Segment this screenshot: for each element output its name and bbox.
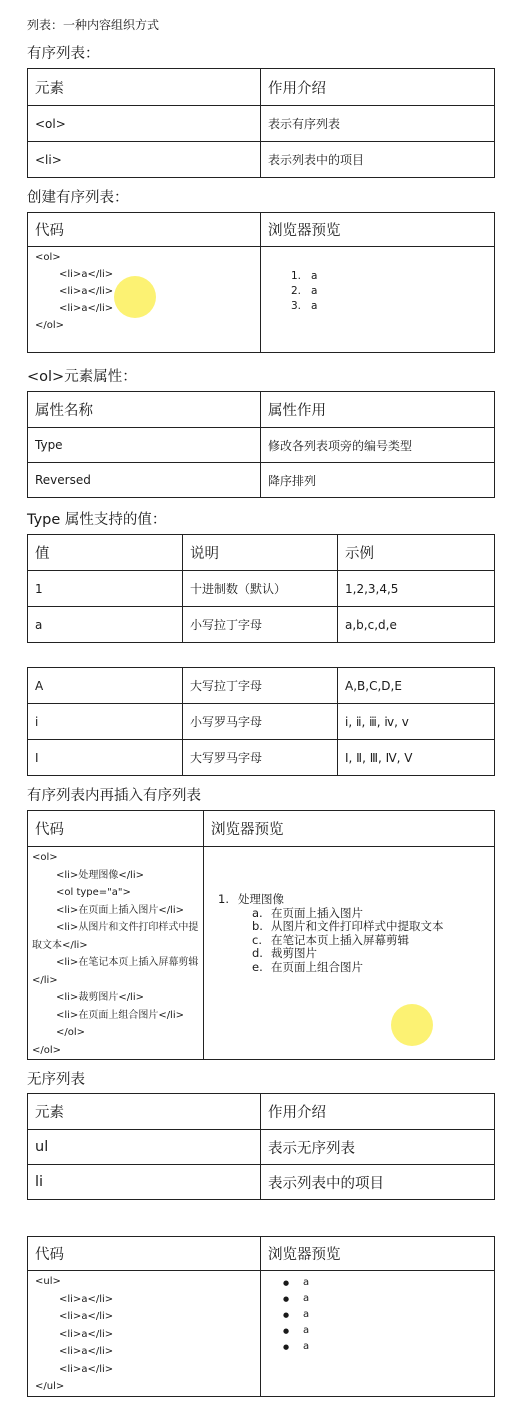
table-ul-elements <box>27 1093 495 1200</box>
code-line: <li>a</li> <box>59 1346 114 1357</box>
table-row <box>28 1271 495 1397</box>
list-item: ● a <box>283 1291 487 1307</box>
list-item: 1. 处理图像 <box>218 892 284 906</box>
table-cell: Ⅰ, Ⅱ, Ⅲ, Ⅳ, Ⅴ <box>338 740 495 776</box>
header-cell: 属性名称 <box>28 392 261 428</box>
table-cell: 1 <box>28 571 183 607</box>
table-row <box>28 247 495 353</box>
list-item: 2. a <box>291 285 318 297</box>
table-header-row <box>28 213 495 247</box>
table-header-row <box>28 1094 495 1130</box>
cursor-highlight-dot <box>114 276 156 318</box>
code-line: <ol type="a"> <box>56 887 131 898</box>
table-ol-elements <box>27 68 495 178</box>
table-row <box>28 106 495 142</box>
sub-list <box>218 907 487 975</box>
table-cell: 降序排列 <box>261 463 495 498</box>
header-cell: 元素 <box>28 69 261 106</box>
table-create-ordered <box>27 212 495 353</box>
code-line: <li>从图片和文件打印样式中提取文本</li> <box>32 922 199 951</box>
table-row <box>28 428 495 463</box>
list-item: a. 在页面上插入图片 <box>252 905 363 920</box>
table-header-row <box>28 392 495 428</box>
list-item: ● a <box>283 1339 487 1355</box>
header-cell: 示例 <box>338 535 495 571</box>
preview-cell <box>204 847 495 1060</box>
code-line: <li>a</li> <box>59 1293 114 1305</box>
heading-unordered: 无序列表 <box>27 1072 85 1088</box>
header-cell: 代码 <box>28 1237 261 1271</box>
table-cell: 十进制数（默认） <box>183 571 338 607</box>
table-cell: <ol> <box>28 106 261 142</box>
table-cell: I <box>28 740 183 776</box>
header-cell: 说明 <box>183 535 338 571</box>
code-line: </ul> <box>35 1381 65 1392</box>
table-cell: 表示列表中的项目 <box>261 142 495 178</box>
table-cell: <li> <box>28 142 261 178</box>
table-cell: a,b,c,d,e <box>338 607 495 643</box>
code-line: </ol> <box>32 1044 62 1056</box>
table-row <box>28 1130 495 1165</box>
table-header-row <box>28 811 495 847</box>
table-cell: ul <box>28 1130 261 1165</box>
table-cell: 1,2,3,4,5 <box>338 571 495 607</box>
table-header-row <box>28 535 495 571</box>
table-cell: a <box>28 607 183 643</box>
table-row <box>28 704 495 740</box>
header-cell: 代码 <box>28 213 261 247</box>
code-line: <li>a</li> <box>59 1311 114 1322</box>
preview-cell <box>261 247 495 353</box>
table-cell: 表示无序列表 <box>261 1130 495 1165</box>
cursor-highlight-dot <box>391 1004 433 1046</box>
table-cell: 小写拉丁字母 <box>183 607 338 643</box>
code-cell <box>28 847 204 1060</box>
code-line: <li>a</li> <box>59 1328 114 1340</box>
table-row <box>28 571 495 607</box>
code-line: </ol> <box>35 320 65 331</box>
code-line: <li>a</li> <box>59 303 114 314</box>
list-item: c. 在笔记本页上插入屏幕剪辑 <box>252 932 409 947</box>
table-ol-attrs <box>27 391 495 498</box>
list-item: e. 在页面上组合图片 <box>252 959 363 974</box>
header-cell: 浏览器预览 <box>261 213 495 247</box>
header-cell: 浏览器预览 <box>261 1237 495 1271</box>
bullet-icon: ● <box>283 1295 290 1303</box>
bullet-icon: ● <box>283 1311 290 1319</box>
table-header-row <box>28 1237 495 1271</box>
list-item: b. 从图片和文件打印样式中提取文本 <box>252 919 444 933</box>
table-cell: li <box>28 1165 261 1200</box>
list-item: ● a <box>283 1323 487 1339</box>
header-cell: 浏览器预览 <box>204 811 495 847</box>
code-line: <li>在笔记本页上插入屏幕剪辑</li> <box>32 957 199 986</box>
table-row <box>28 607 495 643</box>
header-cell: 作用介绍 <box>261 1094 495 1130</box>
table-header-row <box>28 69 495 106</box>
header-cell: 作用介绍 <box>261 69 495 106</box>
code-line: <li>a</li> <box>59 286 114 297</box>
table-cell: A,B,C,D,E <box>338 668 495 704</box>
code-line: <li>在页面上插入图片</li> <box>56 904 184 916</box>
list-item: d. 裁剪图片 <box>252 946 317 960</box>
code-line: </ol> <box>56 1027 86 1038</box>
code-line: <ol> <box>35 252 61 263</box>
header-cell: 元素 <box>28 1094 261 1130</box>
list-item: ● a <box>283 1307 487 1323</box>
list-item: ● a <box>283 1275 487 1291</box>
list-item: 1. a <box>291 270 318 282</box>
code-line: <li>a</li> <box>59 1363 114 1375</box>
heading-nested: 有序列表内再插入有序列表 <box>27 788 201 804</box>
bullet-icon: ● <box>283 1327 290 1335</box>
table-cell: 大写罗马字母 <box>183 740 338 776</box>
table-cell: 小写罗马字母 <box>183 704 338 740</box>
table-cell: ⅰ, ⅱ, ⅲ, ⅳ, ⅴ <box>338 704 495 740</box>
heading-ordered-list: 有序列表： <box>27 46 100 62</box>
preview-cell <box>261 1271 495 1397</box>
table-cell: i <box>28 704 183 740</box>
header-cell: 值 <box>28 535 183 571</box>
table-unordered-code <box>27 1236 495 1397</box>
table-row <box>28 668 495 704</box>
code-line: <li>裁剪图片</li> <box>56 992 144 1003</box>
table-cell: 表示列表中的项目 <box>261 1165 495 1200</box>
table-row <box>28 463 495 498</box>
code-cell <box>28 1271 261 1397</box>
table-row <box>28 142 495 178</box>
table-cell: Reversed <box>28 463 261 498</box>
table-row <box>28 1165 495 1200</box>
heading-type-values: Type 属性支持的值： <box>27 512 167 528</box>
table-row <box>28 740 495 776</box>
bullet-icon: ● <box>283 1279 290 1287</box>
table-cell: 表示有序列表 <box>261 106 495 142</box>
code-line: <ul> <box>35 1276 61 1287</box>
code-line: <li>a</li> <box>59 269 114 280</box>
table-cell: 修改各列表项旁的编号类型 <box>261 428 495 463</box>
heading-create-ordered: 创建有序列表： <box>27 190 129 206</box>
table-type-values-continued <box>27 667 495 776</box>
code-line: <ol> <box>32 852 58 863</box>
header-cell: 代码 <box>28 811 204 847</box>
table-cell: 大写拉丁字母 <box>183 668 338 704</box>
heading-ol-attrs: <ol>元素属性： <box>27 369 137 385</box>
table-cell: A <box>28 668 183 704</box>
code-line: <li>在页面上组合图片</li> <box>56 1009 184 1021</box>
page-title: 列表：一种内容组织方式 <box>27 18 160 32</box>
bullet-icon: ● <box>283 1343 290 1351</box>
header-cell: 属性作用 <box>261 392 495 428</box>
code-line: <li>处理图像</li> <box>56 869 144 881</box>
table-type-values <box>27 534 495 643</box>
list-item: 3. a <box>291 300 318 312</box>
table-cell: Type <box>28 428 261 463</box>
